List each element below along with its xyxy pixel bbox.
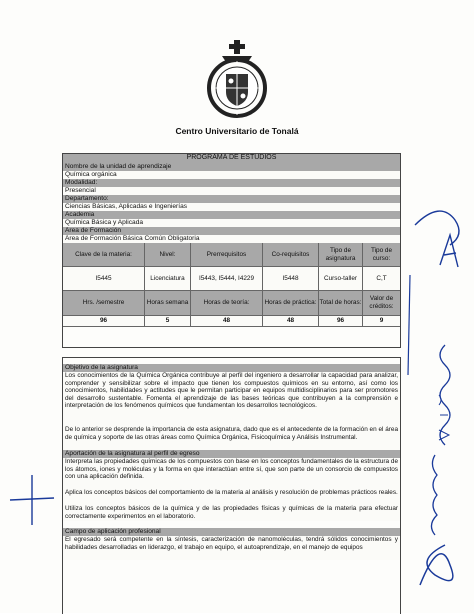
unit-value: Química orgánica [63, 171, 400, 179]
objective-text-2: De lo anterior se desprende la importancia de esta asignatura, dado que es el antecedente de la formación en el área de química y soporte de las otras áreas como Química Orgánica, Fisicoquímica y Análisis Instrumental. [63, 426, 400, 450]
table-cell: Curso-taller [319, 267, 363, 291]
table-header-cell: Horas de práctica: [263, 291, 319, 316]
margin-signatures-icon [410, 195, 470, 595]
left-signature-icon [4, 470, 60, 530]
table-cell: I5445 [63, 267, 145, 291]
table-header-cell: Valor de créditos: [363, 291, 400, 316]
signature-stroke-icon [398, 275, 420, 385]
contribution-text-2: Aplica los conceptos básicos del comportamiento de la materia al análisis y resolución de problemas prácticos reales. [63, 489, 400, 505]
table-cell: 48 [191, 316, 263, 327]
academy-value: Química Básica y Aplicada [63, 219, 400, 227]
course-codes-header-row [63, 243, 400, 267]
table-header-cell: Hrs. /semestre [63, 291, 145, 316]
table-cell: Licenciatura [145, 267, 191, 291]
center-name: Centro Universitario de Tonalá [175, 126, 299, 136]
table-header-cell: Tipo de asignatura [319, 243, 363, 267]
field-heading: Campo de aplicación profesional [63, 528, 400, 536]
department-value: Ciencias Básicas, Aplicadas e Ingenierías [63, 203, 400, 211]
table-cell: 9 [363, 316, 400, 327]
area-value: Área de Formación Básica Común Obligatoria [63, 235, 400, 243]
table-cell: 48 [263, 316, 319, 327]
unit-label: Nombre de la unidad de aprendizaje [63, 163, 400, 171]
table-header-cell: Clave de la materia: [63, 243, 145, 267]
program-info-table [62, 153, 401, 348]
table-header-cell: Horas semana [145, 291, 191, 316]
university-seal-icon [204, 40, 270, 120]
table-header-cell: Co-requisitos [263, 243, 319, 267]
table-header-cell: Tipo de curso: [363, 243, 400, 267]
program-sections [62, 357, 401, 614]
contribution-heading: Aportación de la asignatura al perfil de egreso [63, 450, 400, 458]
field-text: El egresado será competente en la síntesis, caracterización de nanomoléculas, tendrá sólidos conocimientos y habilidades desarrolladas en liderazgo, el trabajo en equipo, el autoaprendizaje, en el manejo de equipos [63, 536, 400, 560]
area-label: Área de Formación [63, 227, 400, 235]
hours-header-row [63, 291, 400, 316]
table-cell: 96 [63, 316, 145, 327]
contribution-text-1: Interpreta las propiedades químicas de los compuestos con base en los conceptos fundamentales de la estructura de los átomos, iones y moléculas y la forma en que interactúan entre sí, que son parte de un consorcio de compuestos con una aplicación definida. [63, 458, 400, 489]
objective-text: Los conocimientos de la Química Orgánica contribuye al perfil del ingeniero a desarrollar la capacidad para analizar, comprender y sensibilizar sobre el impacto que tienen los compuestos químicos en su entorno, así como los conocimientos, habilidades y actitudes que le permitan participar en equipos multidisciplinarios para ser promotores del desarrollo sustentable. Fomenta el aprendizaje de las bases teóricas que contribuyen a la comprensión e interpretación de los fenómenos químicos que fundamentan los desarrollos tecnológicos. [63, 372, 400, 426]
table-header-cell: Horas de teoría: [191, 291, 263, 316]
program-title: PROGRAMA DE ESTUDIOS [63, 154, 400, 163]
hours-value-row [63, 316, 400, 327]
contribution-text-3: Utiliza los conceptos básicos de la química y de las propiedades físicas y químicas de la materia para efectuar correctamente experimentos en el laboratorio. [65, 505, 398, 520]
objective-heading: Objetivo de la asignatura [63, 364, 400, 372]
course-codes-value-row [63, 267, 400, 291]
table-cell: 96 [319, 316, 363, 327]
table-cell: 5 [145, 316, 191, 327]
department-label: Departamento: [63, 195, 400, 203]
table-header-cell: Prerrequisitos [191, 243, 263, 267]
table-cell: I5443, I5444, I4229 [191, 267, 263, 291]
modality-value: Presencial [63, 187, 400, 195]
table-cell: I5448 [263, 267, 319, 291]
table-header-cell: Nivel: [145, 243, 191, 267]
academy-label: Academia [63, 211, 400, 219]
table-header-cell: Total de horas: [319, 291, 363, 316]
table-cell: C,T [363, 267, 400, 291]
modality-label: Modalidad: [63, 179, 400, 187]
